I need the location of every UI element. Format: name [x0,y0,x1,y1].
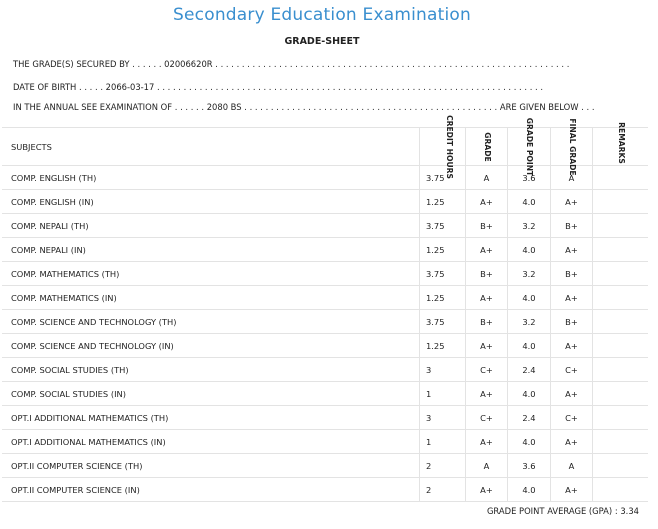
grade-sheet-heading: GRADE-SHEET [284,36,360,47]
remarks-cell [593,358,648,381]
grade-point-cell: 4.0 [508,190,551,213]
grade-cell: A+ [466,430,508,453]
exam-line [13,102,595,112]
final-grade-cell: A [551,166,593,189]
remarks-cell [593,238,648,261]
table-row [2,214,648,238]
subject-cell: COMP. ENGLISH (IN) [2,190,420,213]
final-grade-cell: C+ [551,406,593,429]
grade-point-cell: 3.2 [508,310,551,333]
dob-dots: . . . . . . . . . . . . . . . . . . . . . . . . . . . . . . . . . . . . . . . . . . . . . . . . . . . . . . . . . . . . . . . . . . . . . . . . . [157,82,544,92]
dob-value: 2066-03-17 [105,82,155,92]
credit-hours-cell: 1.25 [420,238,466,261]
gpa-value: 3.34 [620,506,639,516]
final-grade-cell: A+ [551,478,593,501]
table-row [2,310,648,334]
table-row [2,478,648,502]
table-row [2,382,648,406]
credit-hours-cell: 3.75 [420,166,466,189]
final-grade-cell: A+ [551,286,593,309]
grade-cell: A+ [466,334,508,357]
final-grade-cell: B+ [551,214,593,237]
grade-point-cell: 3.2 [508,262,551,285]
header-final-grade: FINAL GRADE [551,128,593,165]
grade-cell: A+ [466,478,508,501]
remarks-cell [593,406,648,429]
grade-cell: A [466,454,508,477]
grade-point-cell: 4.0 [508,430,551,453]
final-grade-cell: B+ [551,310,593,333]
remarks-cell [593,214,648,237]
grade-point-cell: 4.0 [508,238,551,261]
gpa-summary [487,506,639,516]
header-subjects: SUBJECTS [2,128,420,165]
table-row [2,166,648,190]
credit-hours-cell: 1.25 [420,286,466,309]
grade-point-cell: 4.0 [508,382,551,405]
subject-cell: OPT.I ADDITIONAL MATHEMATICS (IN) [2,430,420,453]
remarks-cell [593,478,648,501]
grade-point-cell: 3.6 [508,166,551,189]
grade-cell: C+ [466,406,508,429]
subject-cell: COMP. ENGLISH (TH) [2,166,420,189]
table-row [2,334,648,358]
remarks-cell [593,190,648,213]
grade-cell: B+ [466,262,508,285]
grade-point-cell: 2.4 [508,358,551,381]
secured-by-label: THE GRADE(S) SECURED BY . . . . . . [13,59,162,69]
remarks-cell [593,286,648,309]
subject-cell: COMP. NEPALI (IN) [2,238,420,261]
final-grade-cell: A+ [551,238,593,261]
exam-dots: . . . . . . . . . . . . . . . . . . . . . . . . . . . . . . . . . . . . . . . . . . . . . . . . [244,102,498,112]
secured-by-line [13,59,569,69]
credit-hours-cell: 1 [420,382,466,405]
grade-cell: C+ [466,358,508,381]
final-grade-cell: A+ [551,334,593,357]
grade-table [2,114,648,502]
remarks-cell [593,334,648,357]
credit-hours-cell: 1.25 [420,190,466,213]
header-grade: GRADE [466,128,508,165]
exam-suffix: ARE GIVEN BELOW . . . [499,102,595,112]
credit-hours-cell: 3 [420,358,466,381]
credit-hours-cell: 2 [420,454,466,477]
table-row [2,262,648,286]
remarks-cell [593,382,648,405]
remarks-cell [593,262,648,285]
subject-cell: COMP. MATHEMATICS (TH) [2,262,420,285]
grade-cell: A+ [466,286,508,309]
table-row [2,286,648,310]
remarks-cell [593,454,648,477]
subject-cell: OPT.II COMPUTER SCIENCE (IN) [2,478,420,501]
grade-point-cell: 4.0 [508,286,551,309]
header-grade-point: GRADE POINT [508,128,551,165]
grade-point-cell: 2.4 [508,406,551,429]
grade-point-cell: 3.6 [508,454,551,477]
final-grade-cell: B+ [551,262,593,285]
grade-cell: A+ [466,238,508,261]
credit-hours-cell: 3.75 [420,310,466,333]
grade-point-cell: 4.0 [508,334,551,357]
final-grade-cell: A+ [551,382,593,405]
credit-hours-cell: 3.75 [420,262,466,285]
final-grade-cell: C+ [551,358,593,381]
grade-cell: A+ [466,190,508,213]
remarks-cell [593,310,648,333]
subject-cell: COMP. SCIENCE AND TECHNOLOGY (IN) [2,334,420,357]
table-row [2,190,648,214]
final-grade-cell: A [551,454,593,477]
credit-hours-cell: 1.25 [420,334,466,357]
subject-cell: COMP. SOCIAL STUDIES (IN) [2,382,420,405]
exam-label: IN THE ANNUAL SEE EXAMINATION OF . . . . . . [13,102,205,112]
subject-cell: COMP. SOCIAL STUDIES (TH) [2,358,420,381]
credit-hours-cell: 3 [420,406,466,429]
table-row [2,238,648,262]
remarks-cell [593,166,648,189]
subject-cell: OPT.I ADDITIONAL MATHEMATICS (TH) [2,406,420,429]
exam-year: 2080 BS [206,102,242,112]
gpa-label: GRADE POINT AVERAGE (GPA) : [486,506,618,516]
subject-cell: COMP. MATHEMATICS (IN) [2,286,420,309]
symbol-number: 02006620R [164,59,213,69]
grade-cell: B+ [466,214,508,237]
grade-cell: A [466,166,508,189]
table-row [2,430,648,454]
grade-point-cell: 4.0 [508,478,551,501]
date-of-birth-line [13,82,543,92]
grade-cell: B+ [466,310,508,333]
final-grade-cell: A+ [551,430,593,453]
page-title: Secondary Education Examination [173,5,471,25]
header-remarks: REMARKS [616,121,626,164]
table-row [2,454,648,478]
credit-hours-cell: 2 [420,478,466,501]
grade-cell: A+ [466,382,508,405]
grade-point-cell: 3.2 [508,214,551,237]
remarks-cell [593,430,648,453]
table-row [2,406,648,430]
dob-label: DATE OF BIRTH . . . . . [13,82,103,92]
subject-cell: COMP. SCIENCE AND TECHNOLOGY (TH) [2,310,420,333]
table-row [2,358,648,382]
final-grade-cell: A+ [551,190,593,213]
credit-hours-cell: 1 [420,430,466,453]
header-credit-hours: CREDIT HOURS [420,128,466,165]
credit-hours-cell: 3.75 [420,214,466,237]
subject-cell: COMP. NEPALI (TH) [2,214,420,237]
secured-by-dots: . . . . . . . . . . . . . . . . . . . . . . . . . . . . . . . . . . . . . . . . . . . . . . . . . . . . . . . . . . . . . . . . . . . [215,59,570,69]
subject-cell: OPT.II COMPUTER SCIENCE (TH) [2,454,420,477]
